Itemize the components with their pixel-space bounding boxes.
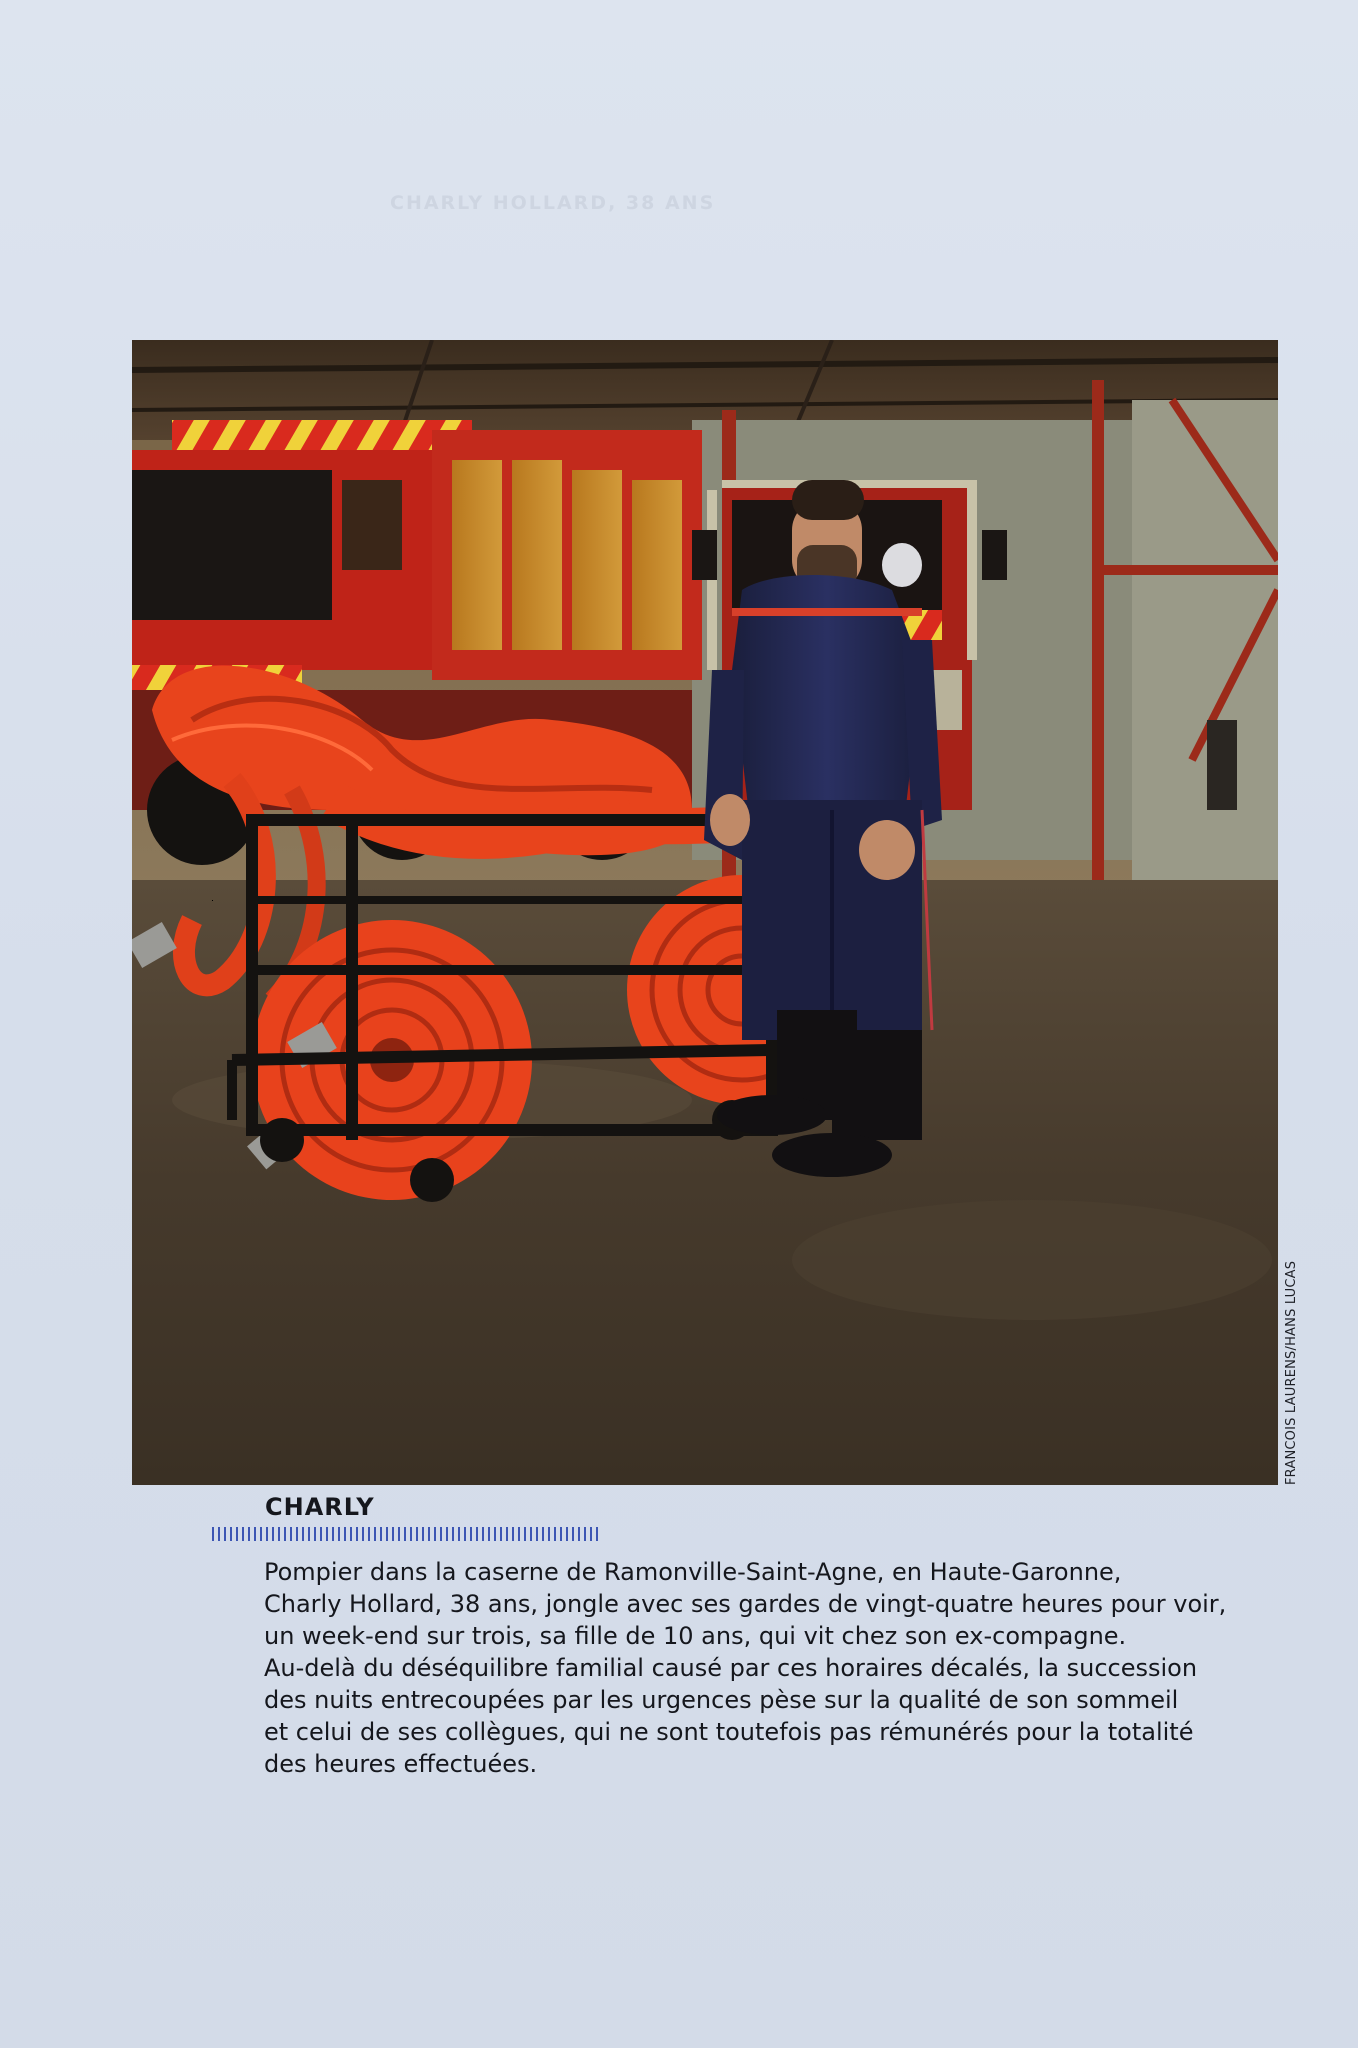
article-photo xyxy=(132,340,1278,1485)
caption-line: Pompier dans la caserne de Ramonville-Saint-Agne, en Haute-Garonne, xyxy=(264,1558,1122,1586)
caption-line: des nuits entrecoupées par les urgences pèse sur la qualité de son sommeil xyxy=(264,1686,1179,1714)
show-through-heading: CHARLY HOLLARD, 38 ANS xyxy=(390,192,716,214)
photo-credit: FRANCOIS LAURENS/HANS LUCAS xyxy=(1284,1260,1299,1485)
caption-line: Charly Hollard, 38 ans, jongle avec ses gardes de vingt-quatre heures pour voir, xyxy=(264,1590,1227,1618)
caption-line: un week-end sur trois, sa fille de 10 ans, qui vit chez son ex-compagne. xyxy=(264,1622,1127,1650)
caption-body xyxy=(264,1556,1264,1780)
caption-rule xyxy=(212,1527,600,1541)
caption-line: des heures effectuées. xyxy=(264,1750,538,1778)
caption-line: Au-delà du déséquilibre familial causé par ces horaires décalés, la succession xyxy=(264,1654,1198,1682)
caption-title: CHARLY xyxy=(265,1493,375,1521)
caption-line: et celui de ses collègues, qui ne sont toutefois pas rémunérés pour la totalité xyxy=(264,1718,1194,1746)
